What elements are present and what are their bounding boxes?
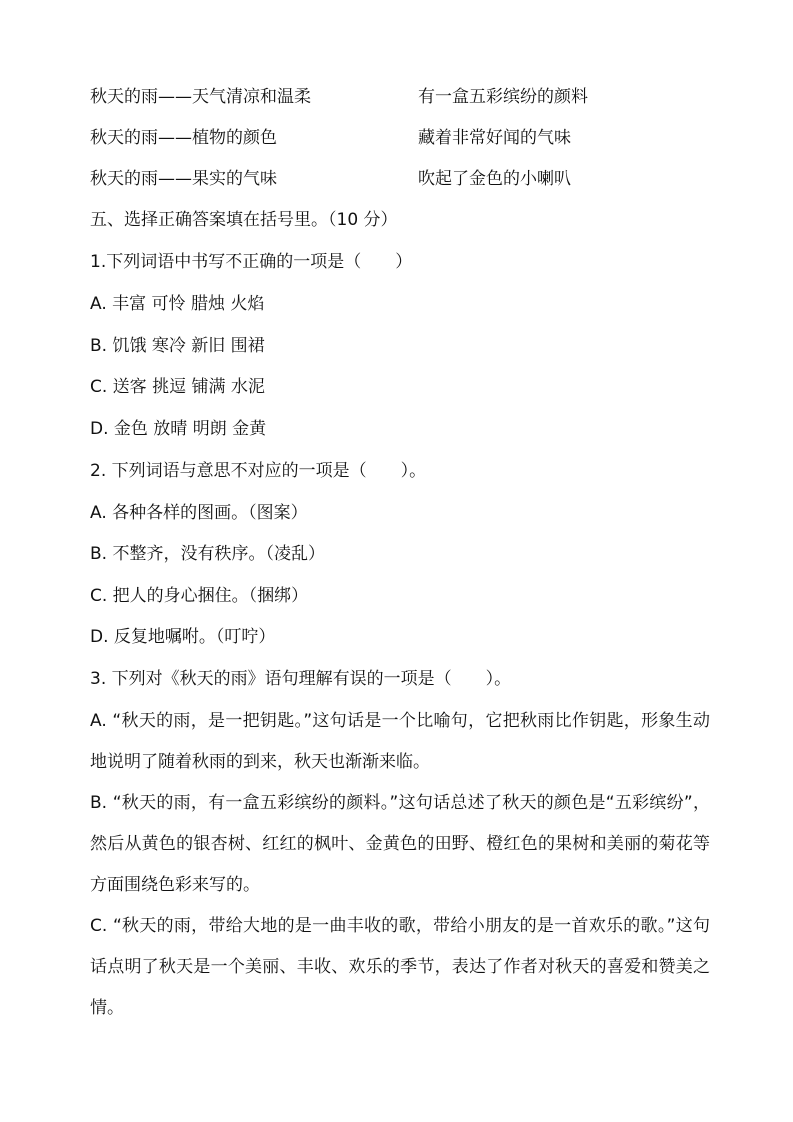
match-right-1: 有一盒五彩缤纷的颜料 [418, 87, 588, 107]
match-left-1: 秋天的雨——天气清凉和温柔 [90, 87, 311, 107]
question-1-option-c: C. 送客 挑逗 铺满 水泥 [90, 377, 265, 397]
match-right-2: 藏着非常好闻的气味 [418, 128, 571, 148]
question-2-option-c: C. 把人的身心捆住。（捆绑） [90, 586, 309, 606]
question-3-stem: 3. 下列对《秋天的雨》语句理解有误的一项是（ ）。 [90, 669, 512, 689]
question-2-stem: 2. 下列词语与意思不对应的一项是（ ）。 [90, 461, 427, 481]
question-3-option-c: C. “秋天的雨，带给大地的是一曲丰收的歌，带给小朋友的是一首欢乐的歌。”这句话点明了秋天是一个美丽、丰收、欢乐的季节，表达了作者对秋天的喜爱和赞美之情。 [90, 916, 710, 1018]
question-2-option-b: B. 不整齐，没有秩序。（凌乱） [90, 544, 325, 564]
question-1-option-b: B. 饥饿 寒冷 新旧 围裙 [90, 336, 265, 356]
question-1-stem: 1.下列词语中书写不正确的一项是（ ） [90, 252, 413, 272]
section-heading: 五、选择正确答案填在括号里。（10 分） [90, 210, 398, 230]
question-3-option-b: B. “秋天的雨，有一盒五彩缤纷的颜料。”这句话总述了秋天的颜色是“五彩缤纷”，然后从黄色的银杏树、红红的枫叶、金黄色的田野、橙红色的果树和美丽的菊花等方面围绕色彩来写的。 [90, 793, 710, 895]
question-1-option-a: A. 丰富 可怜 腊烛 火焰 [90, 294, 265, 314]
question-1-option-d: D. 金色 放晴 明朗 金黄 [90, 419, 267, 439]
match-left-3: 秋天的雨——果实的气味 [90, 169, 277, 189]
question-2-option-a: A. 各种各样的图画。（图案） [90, 503, 308, 523]
match-right-3: 吹起了金色的小喇叭 [418, 169, 571, 189]
question-3-option-a: A. “秋天的雨，是一把钥匙。”这句话是一个比喻句，它把秋雨比作钥匙，形象生动地说明了随着秋雨的到来，秋天也渐渐来临。 [90, 711, 710, 772]
match-left-2: 秋天的雨——植物的颜色 [90, 128, 277, 148]
question-2-option-d: D. 反复地嘱咐。（叮咛） [90, 627, 276, 647]
